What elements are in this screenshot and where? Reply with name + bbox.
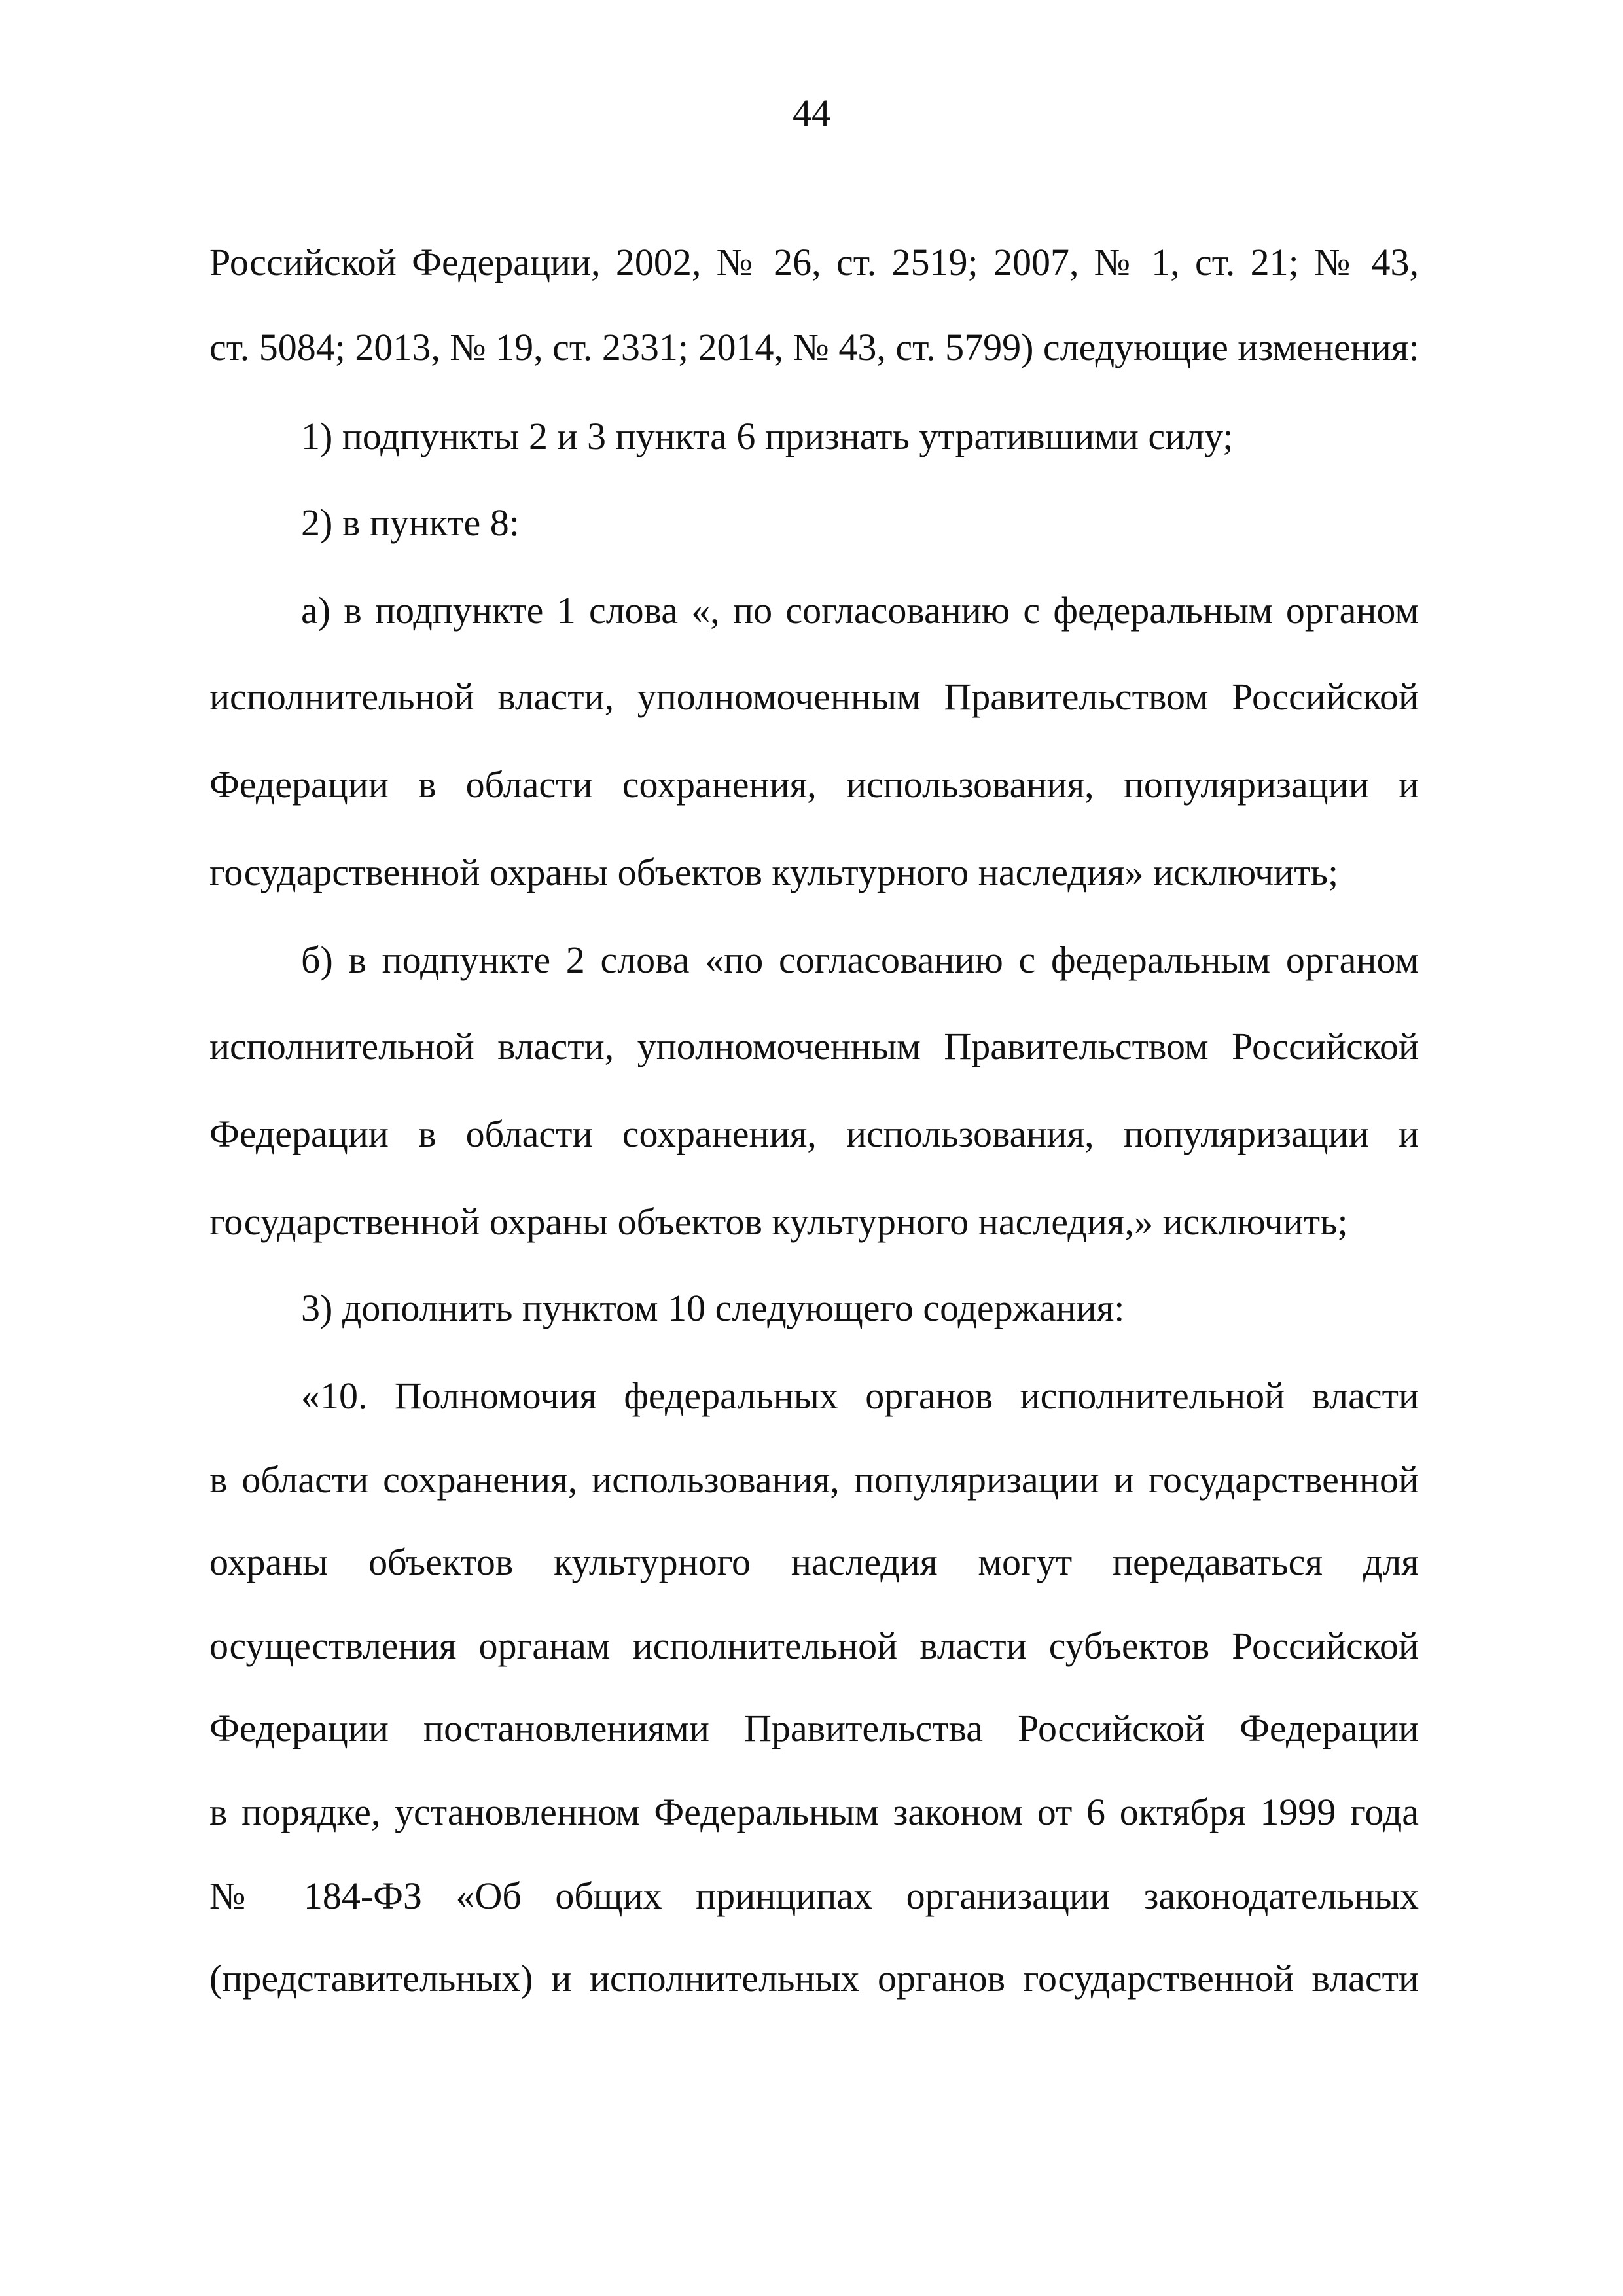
text-line-8: государственной охраны объектов культурного наследия» исключить; [209, 851, 1339, 893]
text-line-20: № 184-ФЗ «Об общих принципах организации законодательных [209, 1874, 1419, 1917]
text-line-9: б) в подпункте 2 слова «по согласованию с федеральным органом [301, 939, 1419, 981]
text-line-3: 1) подпункты 2 и 3 пункта 6 признать утратившими силу; [301, 415, 1234, 457]
text-line-15: в области сохранения, использования, популяризации и государственной [209, 1458, 1419, 1501]
text-line-11: Федерации в области сохранения, использования, популяризации и [209, 1113, 1419, 1155]
text-line-14: «10. Полномочия федеральных органов исполнительной власти [301, 1374, 1419, 1417]
text-line-19: в порядке, установленном Федеральным законом от 6 октября 1999 года [209, 1791, 1419, 1833]
text-line-6: исполнительной власти, уполномоченным Правительством Российской [209, 675, 1419, 718]
text-line-1: Российской Федерации, 2002, № 26, ст. 2519; 2007, № 1, ст. 21; № 43, [209, 241, 1419, 283]
text-line-13: 3) дополнить пунктом 10 следующего содержания: [301, 1287, 1125, 1329]
text-line-12: государственной охраны объектов культурного наследия,» исключить; [209, 1200, 1348, 1243]
text-line-7: Федерации в области сохранения, использования, популяризации и [209, 763, 1419, 806]
text-line-16: охраны объектов культурного наследия могут передаваться для [209, 1541, 1419, 1583]
text-line-18: Федерации постановлениями Правительства Российской Федерации [209, 1707, 1419, 1749]
text-line-2: ст. 5084; 2013, № 19, ст. 2331; 2014, № 43, ст. 5799) следующие изменения: [209, 326, 1419, 368]
text-line-10: исполнительной власти, уполномоченным Правительством Российской [209, 1025, 1419, 1067]
text-line-17: осуществления органам исполнительной власти субъектов Российской [209, 1624, 1419, 1667]
text-line-4: 2) в пункте 8: [301, 501, 520, 544]
page-number: 44 [793, 92, 830, 134]
text-line-21: (представительных) и исполнительных органов государственной власти [209, 1957, 1419, 2000]
text-line-5: а) в подпункте 1 слова «, по согласованию с федеральным органом [301, 589, 1419, 632]
